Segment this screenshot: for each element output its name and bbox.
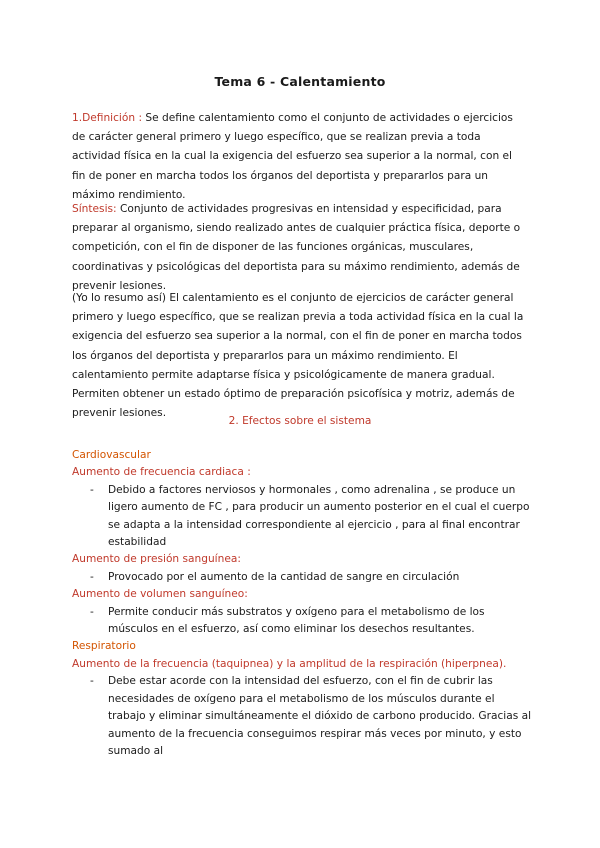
list-item — [72, 569, 532, 586]
page-title: Tema 6 - Calentamiento — [214, 74, 386, 89]
section-2-title: 2. Efectos sobre el sistema — [228, 415, 372, 427]
blood-volume-heading: Aumento de volumen sanguíneo: — [72, 588, 248, 601]
heart-rate-heading: Aumento de frecuencia cardiaca : — [72, 466, 251, 479]
dash-bullet: - — [90, 483, 94, 496]
respiration-list — [72, 673, 532, 760]
list-item-text: Debe estar acorde con la intensidad del esfuerzo, con el fin de cubrir las necesidades de oxígeno para el metabolismo de los músculos durante el trabajo y eliminar simultáneamente el dióxido de carbono producido. Gracias al aumento de la frecuencia conseguimos respirar más veces por minuto, y esto sumado al — [108, 675, 532, 757]
list-item — [72, 604, 532, 639]
list-item-text: Permite conducir más substratos y oxígeno para el metabolismo de los músculos en el esfuerzo, así como eliminar los desechos resultantes. — [108, 605, 485, 636]
dash-bullet: - — [90, 605, 94, 618]
cardiovascular-heading: Cardiovascular — [72, 449, 151, 461]
list-item — [72, 482, 532, 552]
respiration-frequency-heading: Aumento de la frecuencia (taquipnea) y la amplitud de la respiración (hiperpnea). — [72, 657, 507, 670]
blood-pressure-list — [72, 569, 532, 586]
summary-paragraph: (Yo lo resumo así) El calentamiento es el conjunto de ejercicios de carácter general primero y luego específico, que se realizan previa a toda actividad física en la cual la exigencia del esfuerzo sea superior a la normal, con el fin de poner en marcha todos los órganos del deportista y prepararlos para un máximo rendimiento. El calentamiento permite adaptarse física y psicológicamente de manera gradual. Permiten obtener un estado óptimo de preparación psicofísica y motriz, además de prevenir lesiones. — [72, 292, 524, 420]
dash-bullet: - — [90, 675, 94, 688]
respiratory-heading: Respiratorio — [72, 640, 136, 653]
effects-content — [72, 447, 532, 760]
synthesis-label: Síntesis: — [72, 203, 117, 215]
synthesis-paragraph — [72, 200, 528, 296]
definition-paragraph — [72, 109, 528, 205]
definition-label: 1.Definición : — [72, 112, 143, 124]
definition-text: Se define calentamiento como el conjunto de actividades o ejercicios de carácter general primero y luego específico, que se realizan previa a toda actividad física en la cual la exigencia del esfuerzo sea superior a la normal, con el fin de poner en marcha todos los órganos del deportista y prepararlos para un máximo rendimiento. — [72, 112, 513, 201]
list-item — [72, 673, 532, 760]
synthesis-text: Conjunto de actividades progresivas en intensidad y especificidad, para preparar al organismo, siendo realizado antes de cualquier práctica física, deporte o competición, con el fin de disponer de las funciones orgánicas, musculares, coordinativas y psicológicas del deportista para su máximo rendimiento, además de prevenir lesiones. — [72, 203, 521, 292]
heart-rate-list — [72, 482, 532, 552]
blood-volume-list — [72, 604, 532, 639]
dash-bullet: - — [90, 570, 94, 583]
list-item-text: Provocado por el aumento de la cantidad de sangre en circulación — [108, 570, 460, 583]
list-item-text: Debido a factores nerviosos y hormonales , como adrenalina , se produce un ligero aumento de FC , para producir un aumento posterior en el cual el cuerpo se adapta a la intensidad correspondiente al ejercicio , para al final encontrar estabilidad — [108, 483, 530, 549]
blood-pressure-heading: Aumento de presión sanguínea: — [72, 553, 241, 566]
